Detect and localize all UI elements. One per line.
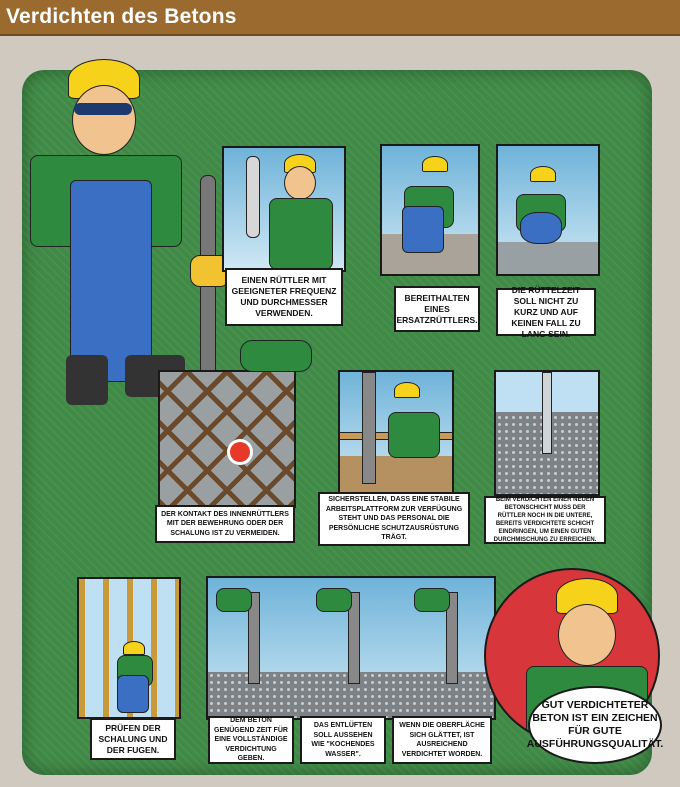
hand-vibrator-icon (240, 340, 312, 372)
worker-face (72, 85, 136, 155)
vibrator-needle-icon (542, 372, 552, 454)
vibrator-icon (246, 156, 260, 238)
caption-4: DER KONTAKT DES INNENRÜTTLERS MIT DER BEWEHRUNG ODER DER SCHALUNG IST ZU VERMEIDEN. (155, 505, 295, 543)
panel-6-image (494, 370, 600, 496)
worker-overall (520, 212, 562, 244)
main-worker-illustration (0, 55, 230, 415)
boot-left (66, 355, 108, 405)
worker-overall (402, 206, 444, 253)
worker-face (558, 604, 616, 666)
worker-overall (117, 675, 149, 713)
speech-bubble: GUT VERDICHTETER BETON IST EIN ZEICHEN FÜR GUTE AUSFÜHRUNGSQUALITÄT. (528, 686, 662, 764)
caption-2: BEREITHALTEN EINES ERSATZRÜTTLERS. (394, 286, 480, 332)
glove-icon (414, 588, 450, 612)
caption-5: SICHERSTELLEN, DASS EINE STABILE ARBEITSPLATTFORM ZUR VERFÜGUNG STEHT UND DAS PERSONAL DIE PERSÖNLICHE SCHUTZAUSRÜSTUNG TRÄGT. (318, 492, 470, 546)
panel-3-image (496, 144, 600, 276)
caption-9: DAS ENTLÜFTEN SOLL AUSSEHEN WIE "KOCHENDES WASSER". (300, 716, 386, 764)
worker-face (284, 166, 316, 200)
panel-7-image (77, 577, 181, 719)
worker-overall (70, 180, 152, 382)
caption-7: PRÜFEN DER SCHALUNG UND DER FUGEN. (90, 718, 176, 760)
vibrator-hose-icon (362, 372, 376, 484)
caption-6: BEIM VERDICHTEN EINER NEUEN BETONSCHICHT MUSS DER RÜTTLER NOCH IN DIE UNTERE, BEREITS VERDICHTETE SCHICHT EINDRINGEN, UM EINEN GUTEN DURCHMISCHUNG ZU ERREICHEN. (484, 496, 606, 544)
glove-icon (316, 588, 352, 612)
helmet-icon (394, 382, 420, 398)
helmet-icon (123, 641, 145, 655)
panel-8-image (206, 576, 496, 720)
glove-icon (216, 588, 252, 612)
caption-3: DIE RÜTTELZEIT SOLL NICHT ZU KURZ UND AUF KEINEN FALL ZU LANG SEIN. (496, 288, 596, 336)
caption-10: WENN DIE OBERFLÄCHE SICH GLÄTTET, IST AUSREICHEND VERDICHTET WORDEN. (392, 716, 492, 764)
title-bar (0, 0, 680, 36)
panel-5-image (338, 370, 454, 494)
caption-1: EINEN RÜTTLER MIT GEEIGNETER FREQUENZ UND DURCHMESSER VERWENDEN. (225, 268, 343, 326)
panel-2-image (380, 144, 480, 276)
panel-1-image (222, 146, 346, 272)
worker-shirt (269, 198, 333, 270)
helmet-icon (530, 166, 556, 182)
safety-glasses-icon (74, 103, 132, 115)
helmet-icon (422, 156, 448, 172)
worker-shirt (388, 412, 440, 458)
page-title: Verdichten des Betons (6, 5, 237, 28)
panel-4-image (158, 370, 296, 508)
caption-8: DEM BETON GENÜGEND ZEIT FÜR EINE VOLLSTÄNDIGE VERDICHTUNG GEBEN. (208, 716, 294, 764)
impact-spark-icon (230, 442, 250, 462)
